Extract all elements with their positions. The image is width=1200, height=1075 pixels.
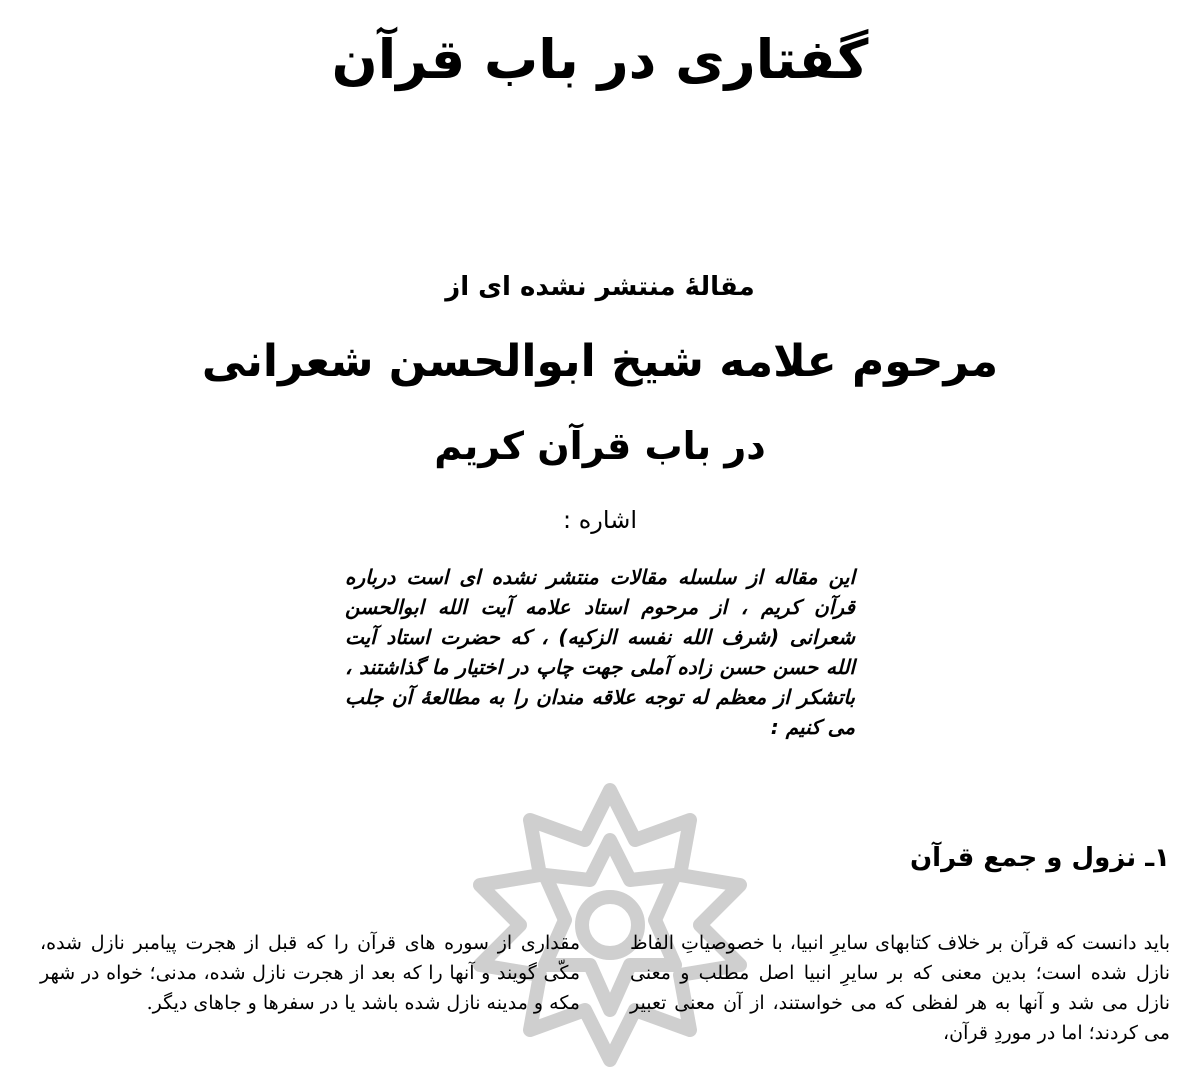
abstract-text: این مقاله از سلسله مقالات منتشر نشده ای است درباره قرآن کریم ، از مرحوم استاد علامه آیت الله ابوالحسن شعرانی (شرف الله نفسه الزکیه) ، که حضرت استاد آیت الله حسن حسن زاده آملی جهت چاپ در اختیار ما گذاشتند ، باتشکر از معظم له توجه علاقه مندان را به مطالعهٔ آن جلب می کنیم :: [345, 565, 855, 739]
section-heading: ۱ـ نزول و جمع قرآن: [909, 843, 1170, 873]
body-paragraph: مقداری از سوره های قرآن را که قبل از هجرت پیامبر نازل شده، مکّی گویند و آنها را که بعد از هجرت نازل شده، مدنی؛ خواه در شهر مکه و مدینه نازل شده باشد یا در سفرها و جاهای دیگر.: [40, 932, 580, 1014]
main-title: گفتاری در باب قرآن: [331, 28, 869, 91]
subtitle-intro: مقالهٔ منتشر نشده ای از: [445, 272, 755, 302]
author-title: مرحوم علامه شیخ ابوالحسن شعرانی: [201, 336, 999, 387]
body-paragraph: باید دانست که قرآن بر خلاف کتابهای سایرِ انبیا، با خصوصیاتِ الفاظ نازل شده است؛ بدین معنی که بر سایرِ انبیا اصل مطلب و معنی نازل می شد و آنها به هر لفظی که می خواستند، از آن معنی تعبیر می کردند؛ اما در موردِ قرآن،: [630, 932, 1170, 1044]
body-column-left: [40, 928, 580, 1018]
body-column-right: [630, 928, 1170, 1048]
note-label: اشاره :: [563, 506, 637, 534]
topic-title: در باب قرآن کریم: [434, 424, 766, 468]
